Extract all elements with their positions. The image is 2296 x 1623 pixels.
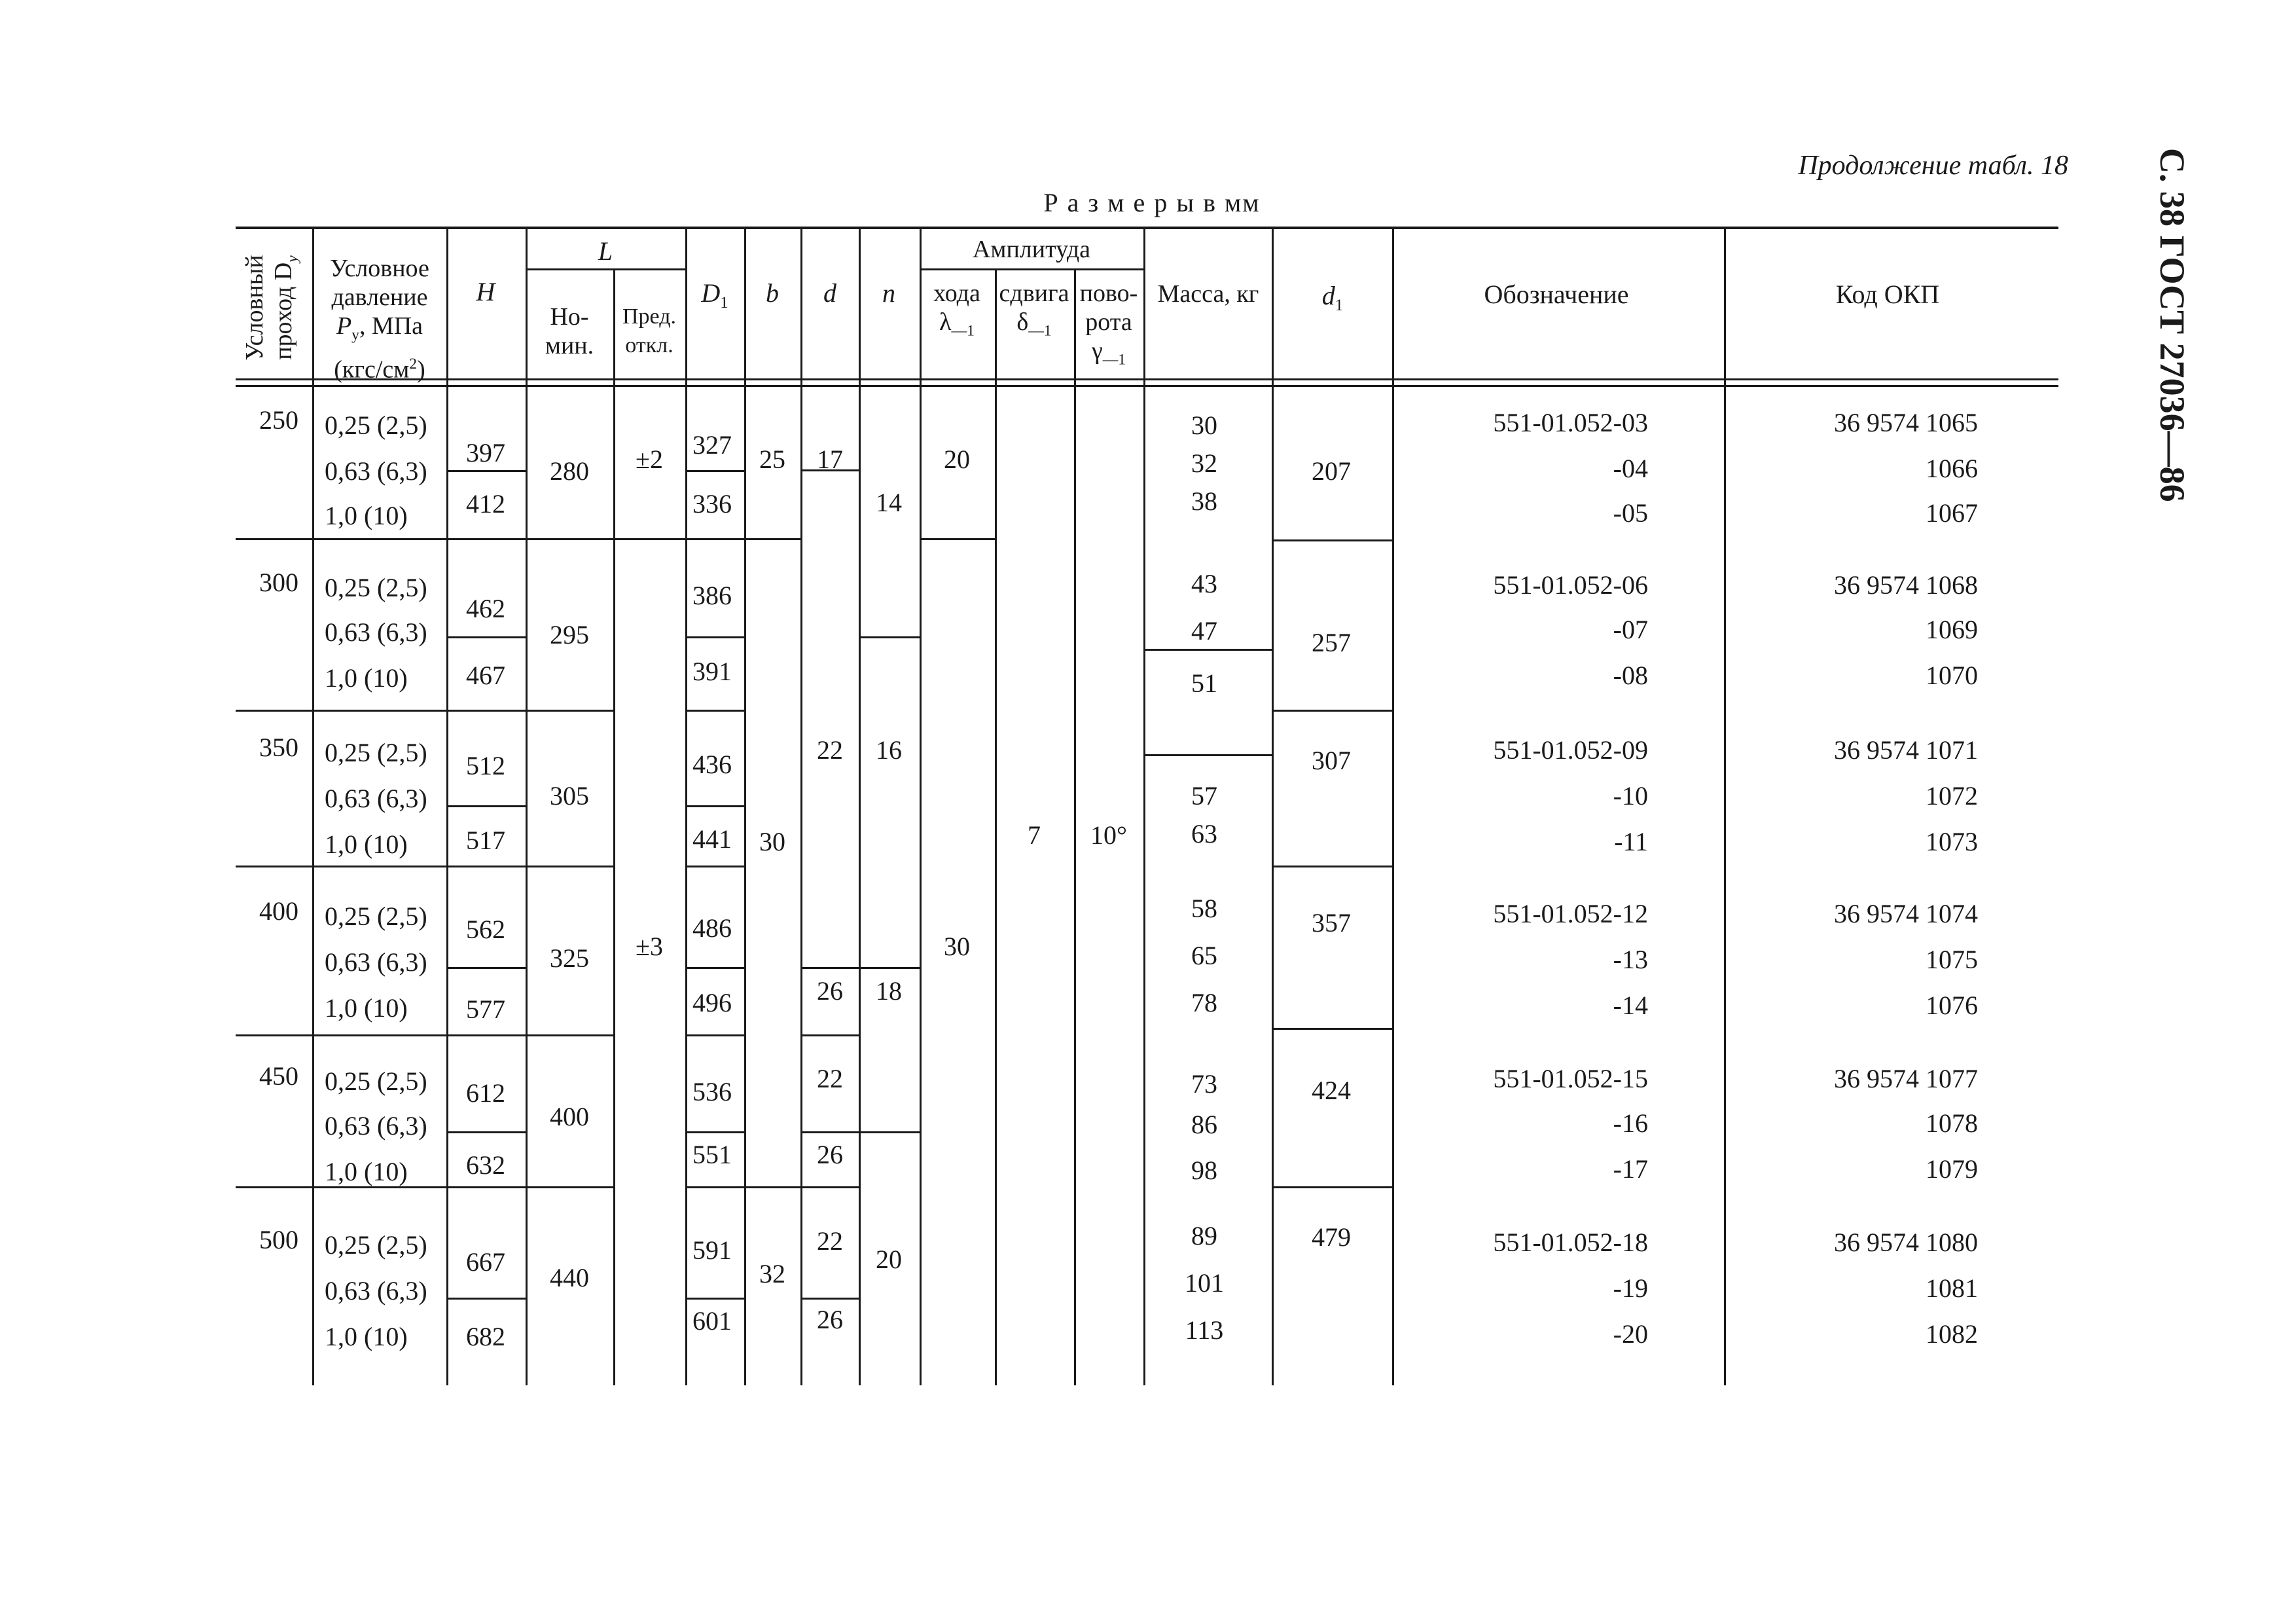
header-dy: Условный проход $D_у$	[241, 255, 301, 361]
pressure-value: 1,0 (10)	[325, 993, 408, 1023]
d1-small-value: 257	[1312, 628, 1351, 657]
header-designation: Обозначение	[1484, 280, 1629, 309]
mass-value: 47	[1191, 616, 1217, 646]
mass-value: 86	[1191, 1110, 1217, 1139]
pressure-value: 1,0 (10)	[325, 1157, 408, 1186]
designation-value: -07	[1613, 615, 1648, 644]
mass-value: 58	[1191, 894, 1217, 923]
continuation-label: Продолжение табл. 18	[1798, 151, 2068, 181]
designation-value: -05	[1613, 498, 1648, 528]
okp-value: 1075	[1926, 945, 1978, 974]
pressure-value: 1,0 (10)	[325, 830, 408, 859]
h-value: 562	[466, 915, 505, 944]
b-value-3: 32	[759, 1259, 785, 1288]
designation-value: 551-01.052-09	[1493, 735, 1648, 765]
okp-value: 36 9574 1080	[1834, 1228, 1978, 1257]
n-value-3: 18	[876, 976, 902, 1006]
designation-value: -17	[1613, 1154, 1648, 1184]
designation-value: -13	[1613, 945, 1648, 974]
d1-large-value: 536	[692, 1077, 732, 1106]
rotation-value: 10°	[1090, 820, 1127, 850]
dy-value: 250	[259, 405, 298, 435]
l-nominal-value: 440	[550, 1263, 589, 1292]
d1-large-value: 591	[692, 1235, 732, 1265]
d1-small-value: 207	[1312, 456, 1351, 486]
okp-value: 1076	[1926, 991, 1978, 1020]
d1-large-value: 486	[692, 913, 732, 943]
okp-value: 36 9574 1068	[1834, 570, 1978, 600]
mass-value: 32	[1191, 448, 1217, 478]
mass-value: 78	[1191, 988, 1217, 1017]
d-value-1: 17	[817, 445, 843, 474]
pressure-value: 0,25 (2,5)	[325, 1067, 427, 1096]
header-amp-shift: сдвига $\delta_{—1}$	[999, 280, 1069, 340]
designation-value: -10	[1613, 781, 1648, 811]
d-value-7: 26	[817, 1305, 843, 1334]
designation-value: 551-01.052-15	[1493, 1064, 1648, 1093]
h-value: 612	[466, 1078, 505, 1108]
d-value-2: 22	[817, 735, 843, 765]
d1-small-value: 479	[1312, 1222, 1351, 1252]
okp-value: 36 9574 1071	[1834, 735, 1978, 765]
page-side-title: С. 38 ГОСТ 27036—86	[2153, 148, 2192, 502]
d1-large-value: 601	[692, 1306, 732, 1336]
header-h: H	[476, 277, 495, 306]
h-value: 397	[466, 438, 505, 467]
okp-value: 1078	[1926, 1108, 1978, 1138]
header-l: L	[598, 236, 613, 266]
pressure-value: 0,63 (6,3)	[325, 617, 427, 647]
pressure-value: 1,0 (10)	[325, 501, 408, 530]
pressure-value: 1,0 (10)	[325, 663, 408, 693]
l-tolerance-1: ±2	[636, 445, 663, 474]
mass-value: 57	[1191, 781, 1217, 811]
pressure-value: 0,25 (2,5)	[325, 902, 427, 931]
designation-value: -20	[1613, 1319, 1648, 1349]
dy-value: 500	[259, 1225, 298, 1254]
designation-value: -16	[1613, 1108, 1648, 1138]
mass-value: 63	[1191, 819, 1217, 848]
d1-small-value: 357	[1312, 908, 1351, 938]
h-value: 682	[466, 1322, 505, 1351]
mass-value: 89	[1191, 1221, 1217, 1250]
pressure-value: 1,0 (10)	[325, 1322, 408, 1351]
h-value: 412	[466, 489, 505, 519]
header-l-tolerance: Пред. откл.	[622, 304, 676, 357]
h-value: 512	[466, 751, 505, 780]
header-n: n	[882, 278, 895, 308]
dy-value: 400	[259, 896, 298, 926]
d1-small-value: 424	[1312, 1076, 1351, 1105]
mass-value: 98	[1191, 1156, 1217, 1185]
l-nominal-value: 325	[550, 943, 589, 973]
l-nominal-value: 280	[550, 456, 589, 486]
designation-value: -11	[1614, 827, 1648, 856]
d-value-5: 26	[817, 1140, 843, 1169]
header-mass: Масса, кг	[1157, 280, 1259, 308]
h-value: 667	[466, 1247, 505, 1277]
mass-value: 38	[1191, 486, 1217, 516]
okp-value: 1073	[1926, 827, 1978, 856]
dy-value: 350	[259, 733, 298, 762]
header-okp: Код ОКП	[1835, 280, 1940, 309]
okp-value: 1069	[1926, 615, 1978, 644]
designation-value: -14	[1613, 991, 1648, 1020]
d1-small-value: 307	[1312, 746, 1351, 775]
pressure-value: 0,63 (6,3)	[325, 784, 427, 813]
okp-value: 1082	[1926, 1319, 1978, 1349]
d1-large-value: 441	[692, 824, 732, 854]
header-d1-small: $d_1$	[1321, 281, 1344, 314]
h-value: 577	[466, 994, 505, 1024]
designation-value: 551-01.052-06	[1493, 570, 1648, 600]
okp-value: 1066	[1926, 454, 1978, 483]
mass-value: 30	[1191, 410, 1217, 440]
h-value: 632	[466, 1150, 505, 1180]
pressure-value: 0,25 (2,5)	[325, 1230, 427, 1260]
n-value-1: 14	[876, 488, 902, 517]
designation-value: -08	[1613, 661, 1648, 690]
header-amp-stroke: хода $\lambda_{—1}$	[933, 280, 980, 340]
dy-value: 450	[259, 1061, 298, 1091]
pressure-value: 0,63 (6,3)	[325, 1111, 427, 1140]
okp-value: 1072	[1926, 781, 1978, 811]
header-d: d	[823, 278, 836, 308]
stroke-value-2: 30	[944, 932, 970, 961]
okp-value: 1079	[1926, 1154, 1978, 1184]
d1-large-value: 436	[692, 750, 732, 779]
okp-value: 1081	[1926, 1273, 1978, 1303]
n-value-2: 16	[876, 735, 902, 765]
okp-value: 1070	[1926, 661, 1978, 690]
pressure-value: 0,25 (2,5)	[325, 410, 427, 440]
d1-large-value: 386	[692, 581, 732, 610]
b-value-2: 30	[759, 827, 785, 856]
d1-large-value: 336	[692, 489, 732, 519]
l-nominal-value: 400	[550, 1102, 589, 1131]
mass-value: 65	[1191, 941, 1217, 970]
pressure-value: 0,63 (6,3)	[325, 1276, 427, 1305]
designation-value: 551-01.052-12	[1493, 899, 1648, 928]
dy-value: 300	[259, 568, 298, 597]
okp-value: 36 9574 1077	[1834, 1064, 1978, 1093]
okp-value: 36 9574 1074	[1834, 899, 1978, 928]
d1-large-value: 496	[692, 988, 732, 1017]
header-l-nominal: Но- мин.	[545, 303, 594, 359]
designation-value: 551-01.052-03	[1493, 408, 1648, 437]
pressure-value: 0,25 (2,5)	[325, 738, 427, 767]
pressure-value: 0,63 (6,3)	[325, 456, 427, 486]
d1-large-value: 391	[692, 657, 732, 686]
mass-value: 51	[1191, 668, 1217, 698]
d-value-3: 26	[817, 976, 843, 1006]
d-value-6: 22	[817, 1226, 843, 1256]
h-value: 517	[466, 826, 505, 855]
h-value: 467	[466, 661, 505, 690]
l-nominal-value: 295	[550, 620, 589, 649]
l-tolerance-2: ±3	[636, 932, 663, 961]
okp-value: 36 9574 1065	[1834, 408, 1978, 437]
designation-value: -19	[1613, 1273, 1648, 1303]
mass-value: 113	[1185, 1315, 1224, 1345]
pressure-value: 0,63 (6,3)	[325, 947, 427, 977]
n-value-4: 20	[876, 1245, 902, 1274]
designation-value: -04	[1613, 454, 1648, 483]
h-value: 462	[466, 594, 505, 623]
d1-large-value: 327	[692, 430, 732, 460]
b-value-1: 25	[759, 445, 785, 474]
pressure-value: 0,25 (2,5)	[325, 573, 427, 602]
l-nominal-value: 305	[550, 781, 589, 811]
header-amp-rotation: пово- рота $\gamma_{—1}$	[1079, 280, 1138, 369]
d1-large-value: 551	[692, 1140, 732, 1169]
d-value-4: 22	[817, 1064, 843, 1093]
shift-value: 7	[1028, 820, 1041, 850]
units-caption: Р а з м е р ы в мм	[1043, 188, 1261, 217]
header-pressure: Условное давление $P_у$, МПа $(кгс/см^2)$	[330, 255, 429, 384]
header-b: b	[766, 278, 779, 308]
mass-value: 43	[1191, 569, 1217, 598]
okp-value: 1067	[1926, 498, 1978, 528]
stroke-value-1: 20	[944, 445, 970, 474]
header-amplitude: Амплитуда	[972, 236, 1091, 263]
header-d1-large: $D_1$	[701, 278, 728, 312]
designation-value: 551-01.052-18	[1493, 1228, 1648, 1257]
mass-value: 73	[1191, 1069, 1217, 1099]
mass-value: 101	[1185, 1268, 1224, 1298]
